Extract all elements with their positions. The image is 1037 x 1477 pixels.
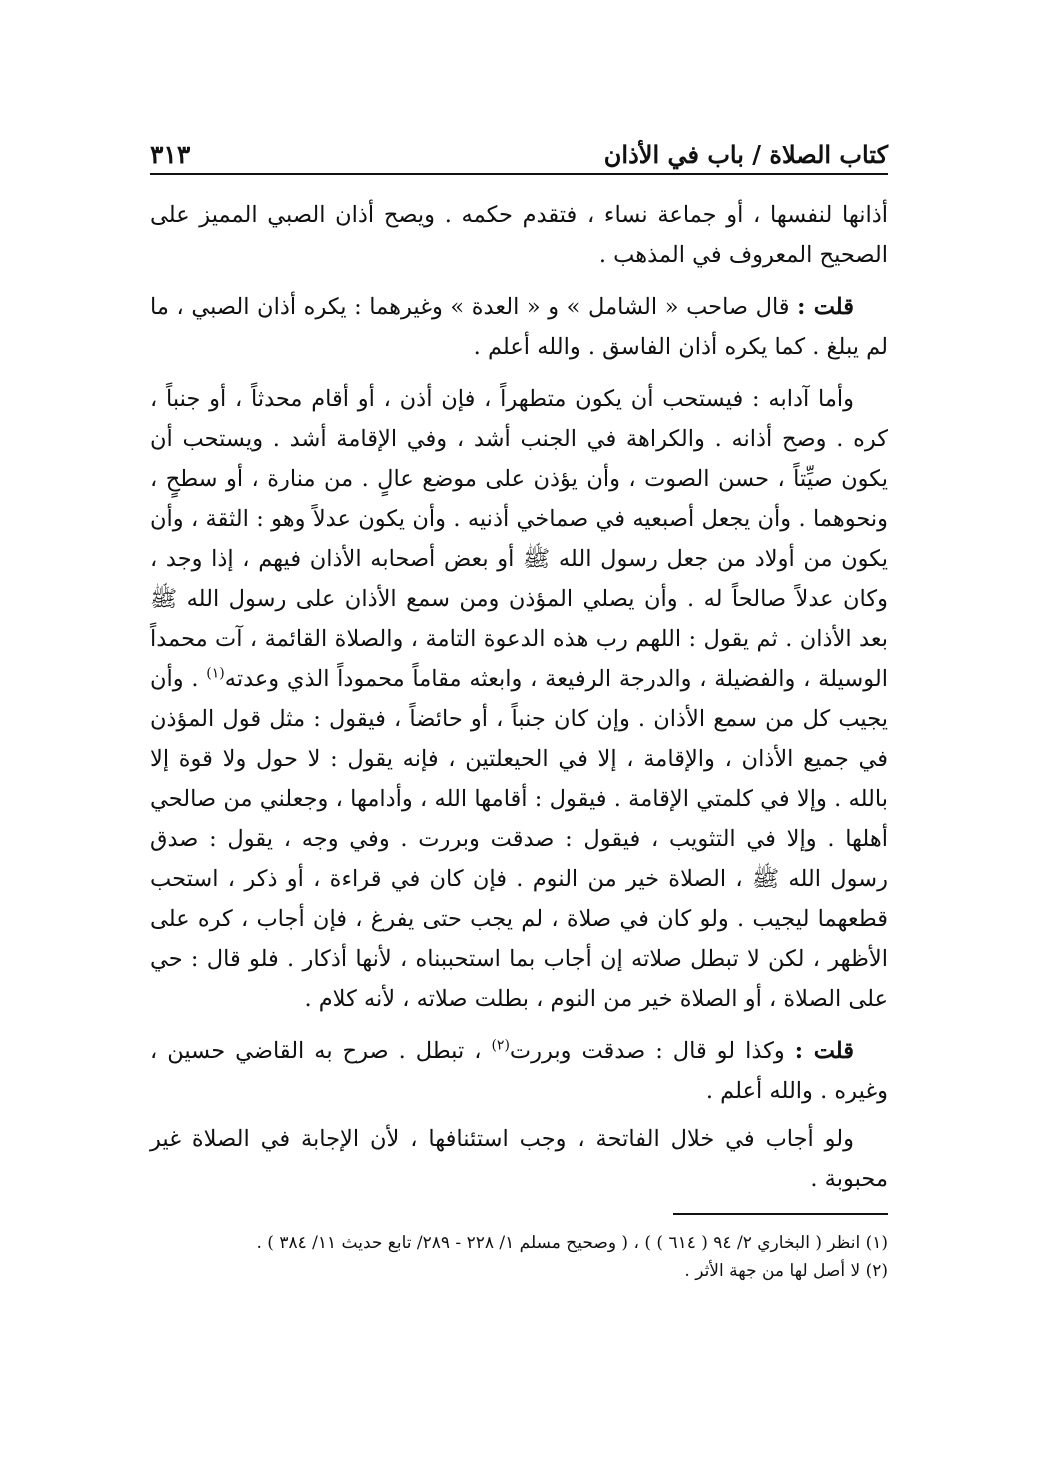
paragraph-3 [150,379,888,1019]
paragraph-4-text-b: ، تبطل . صرح به القاضي حسين ، وغيره . والله أعلم . [150,1038,888,1104]
paragraph-4-text-a: وكذا لو قال : صدقت وبررت [509,1038,785,1064]
footnotes [150,1229,888,1285]
paragraph-3-text-a: وأما آدابه : فيستحب أن يكون متطهراً ، فإن أذن ، أو أقام محدثاً ، أو جنباً ، كره . وصح أذانه . والكراهة في الجنب أشد ، وفي الإقامة أشد . ويستحب أن يكون صيِّتاً ، حسن الصوت ، وأن يؤذن على موضع عالٍ . من منارة ، أو سطحٍ ، ونحوهما . وأن يجعل أصبعيه في صماخي أذنيه . وأن يكون عدلاً وهو : الثقة ، وأن يكون من أولاد من جعل رسول الله ﷺ أو بعض أصحابه الأذان فيهم ، إذا وجد ، وكان عدلاً صالحاً له . وأن يصلي المؤذن ومن سمع الأذان على رسول الله ﷺ بعد الأذان . ثم يقول : اللهم رب هذه الدعوة التامة ، والصلاة القائمة ، آت محمداً الوسيلة ، والفضيلة ، والدرجة الرفيعة ، وابعثه مقاماً محموداً الذي وعدته [150,386,888,692]
running-header [150,140,888,175]
page-number: ٣١٣ [150,140,191,169]
paragraph-3-text-b: . وأن يجيب كل من سمع الأذان . وإن كان جنباً ، أو حائضاً ، فيقول : مثل قول المؤذن في جميع الأذان ، والإقامة ، إلا في الحيعلتين ، فإنه يقول : لا حول ولا قوة إلا بالله . وإلا في كلمتي الإقامة . فيقول : أقامها الله ، وأدامها ، وجعلني من صالحي أهلها . وإلا في التثويب ، فيقول : صدقت وبررت . وفي وجه ، يقول : صدق رسول الله ﷺ ، الصلاة خير من النوم . فإن كان في قراءة ، أو ذكر ، استحب قطعهما ليجيب . ولو كان في صلاة ، لم يجب حتى يفرغ ، فإن أجاب ، كره على الأظهر ، لكن لا تبطل صلاته إن أجاب بما استحببناه ، لأنها أذكار . فلو قال : حي على الصلاة ، أو الصلاة خير من النوم ، بطلت صلاته ، لأنه كلام . [150,666,888,1012]
paragraph-4 [150,1031,888,1111]
footnote-ref-1[interactable]: (١) [206,665,225,682]
footnote-1: (١) انظر ( البخاري ٢/ ٩٤ ( ٦١٤ ) ) ، ( وصحيح مسلم ١/ ٢٢٨ - ٢٨٩/ تابع حديث ١١/ ٣٨٤ ) . [256,1233,888,1253]
paragraph-5: ولو أجاب في خلال الفاتحة ، وجب استئنافها ، لأن الإجابة في الصلاة غير محبوبة . [150,1126,888,1192]
paragraph-1: أذانها لنفسها ، أو جماعة نساء ، فتقدم حكمه . ويصح أذان الصبي المميز على الصحيح المعروف في المذهب . [150,202,888,268]
footnote-ref-2[interactable]: (٢) [491,1037,510,1054]
paragraph-2-text: قال صاحب « الشامل » و « العدة » وغيرهما : يكره أذان الصبي ، ما لم يبلغ . كما يكره أذان الفاسق . والله أعلم . [150,294,888,360]
book-page [150,140,888,1285]
footnote-separator [673,1213,888,1215]
paragraph-2 [150,287,888,367]
paragraph-2-label: قلت : [797,294,854,320]
chapter-title: كتاب الصلاة / باب في الأذان [603,140,888,169]
main-text [150,195,888,1199]
footnote-2: (٢) لا أصل لها من جهة الأثر . [684,1261,888,1281]
paragraph-4-label: قلت : [794,1038,854,1064]
